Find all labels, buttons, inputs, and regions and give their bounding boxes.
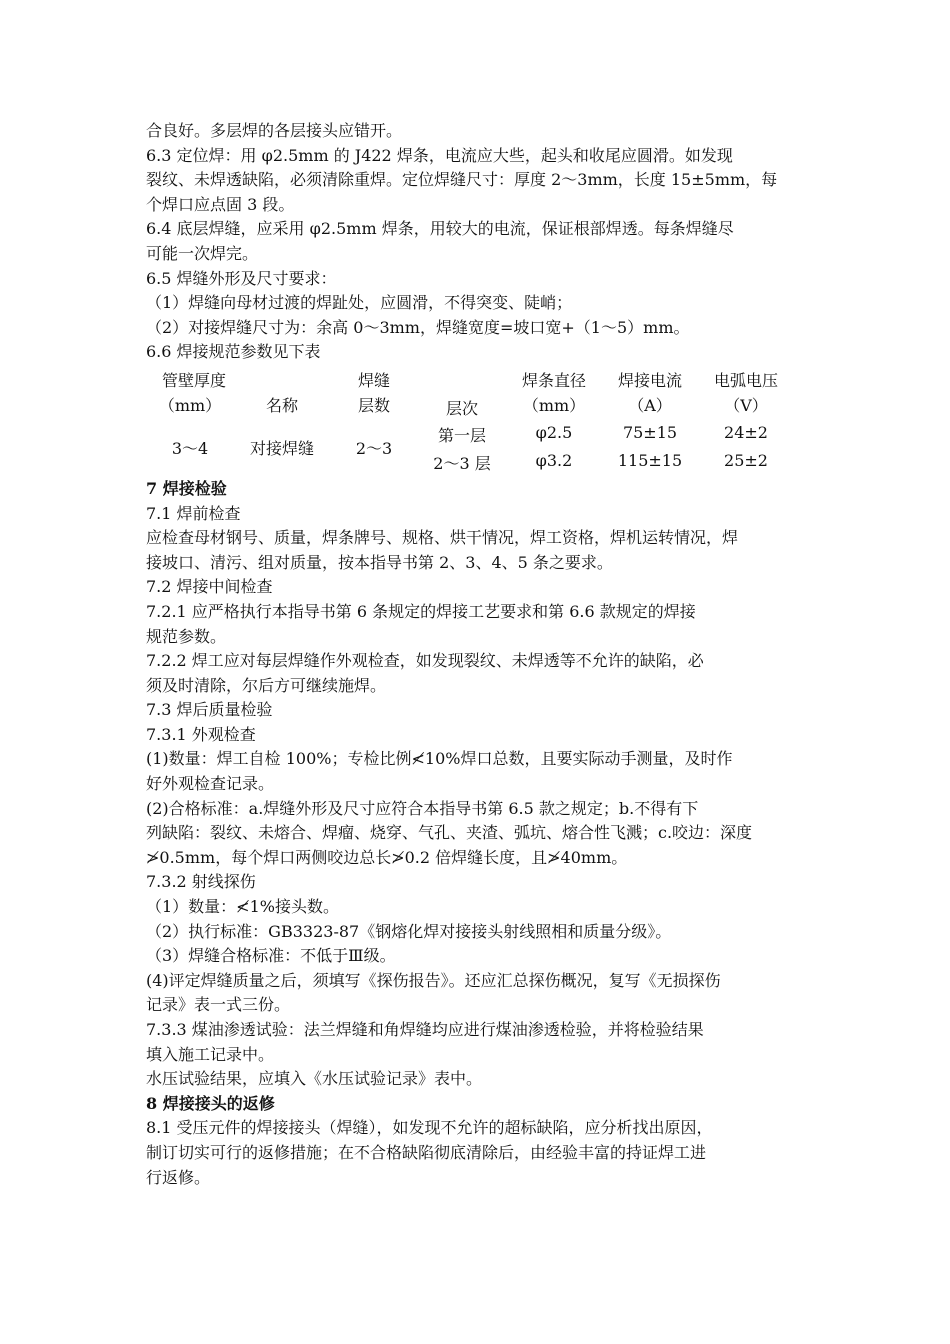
text-line: 规范参数。: [146, 626, 227, 646]
text-line: 7.1 焊前检查: [146, 503, 241, 523]
cell-voltage-2: 25±2: [724, 450, 768, 470]
section-heading-7: 7 焊接检验: [146, 478, 227, 498]
col-header-thickness: 管壁厚度: [161, 370, 226, 390]
text-line: 裂纹、未焊透缺陷，必须清除重焊。定位焊缝尺寸：厚度 2～3mm，长度 15±5mm，每: [146, 170, 778, 190]
text-line: 接坡口、清污、组对质量，按本指导书第 2、3、4、5 条之要求。: [146, 552, 613, 572]
cell-current-2: 115±15: [617, 450, 683, 470]
text-line: 8.1 受压元件的焊接接头（焊缝），如发现不允许的超标缺陷，应分析找出原因，: [146, 1118, 713, 1138]
cell-layer-1: 第一层: [437, 425, 486, 445]
col-header-electrode-dia: 焊条直径: [521, 370, 586, 390]
text-line: 7.3.1 外观检查: [146, 724, 256, 744]
text-line: 7.3.3 煤油渗透试验：法兰焊缝和角焊缝均应进行煤油渗透检验，并将检验结果: [146, 1020, 704, 1039]
cell-layer-2: 2～3 层: [433, 453, 491, 473]
col-header-name: 名称: [265, 395, 298, 415]
section-heading-8: 8 焊接接头的返修: [146, 1093, 275, 1113]
cell-dia-2: φ3.2: [535, 450, 573, 470]
text-line: 7.3.2 射线探伤: [146, 872, 256, 892]
text-line: 7.2.1 应严格执行本指导书第 6 条规定的焊接工艺要求和第 6.6 款规定的焊接: [146, 601, 696, 621]
document-page: [146, 119, 816, 1190]
col-header-voltage: 电弧电压: [713, 370, 778, 390]
text-line: 列缺陷：裂纹、未熔合、焊瘤、烧穿、气孔、夹渣、弧坑、熔合性飞溅；c.咬边：深度: [146, 823, 753, 843]
cell-weld-name: 对接焊缝: [249, 438, 314, 458]
cell-thickness: 3～4: [171, 438, 209, 458]
col-header-layer: 层次: [445, 398, 478, 418]
text-line: （2）对接焊缝尺寸为：余高 0～3mm，焊缝宽度=坡口宽+（1～5）mm。: [146, 317, 690, 337]
text-line: （3）焊缝合格标准：不低于Ⅲ级。: [146, 946, 396, 966]
cell-layers: 2～3: [355, 438, 393, 458]
col-header-layers: 层数: [357, 395, 390, 415]
text-line: 行返修。: [146, 1167, 211, 1187]
text-line: 记录》表一式三份。: [146, 995, 291, 1015]
text-line: （2）执行标准：GB3323-87《钢熔化焊对接接头射线照相和质量分级》。: [146, 921, 672, 941]
text-line: 水压试验结果，应填入《水压试验记录》表中。: [146, 1069, 483, 1089]
text-line: （1）焊缝向母材过渡的焊趾处，应圆滑，不得突变、陡峭；: [146, 293, 573, 313]
text-line: 6.3 定位焊：用 φ2.5mm 的 J422 焊条，电流应大些，起头和收尾应圆滑。如发现: [146, 145, 733, 165]
text-line: 应检查母材钢号、质量，焊条牌号、规格、烘干情况，焊工资格，焊机运转情况，焊: [146, 528, 739, 548]
text-line: （1）数量：≮1%接头数。: [146, 897, 339, 917]
text-line: (4)评定焊缝质量之后，须填写《探伤报告》。还应汇总探伤概况，复写《无损探伤: [146, 970, 721, 990]
welding-parameters-table: [146, 365, 816, 477]
text-line: 须及时清除，尔后方可继续施焊。: [146, 675, 387, 695]
text-line: 7.2.2 焊工应对每层焊缝作外观检查，如发现裂纹、未焊透等不允许的缺陷，必: [146, 651, 704, 671]
unit-thickness: （mm）: [158, 395, 222, 415]
col-header-weld: 焊缝: [357, 370, 390, 390]
text-line: (1)数量：焊工自检 100%；专检比例≮10%焊口总数，且要实际动手测量，及时作: [146, 749, 733, 769]
col-header-current: 焊接电流: [617, 370, 682, 390]
text-line: 填入施工记录中。: [146, 1044, 275, 1064]
text-line: 个焊口应点固 3 段。: [146, 194, 295, 214]
unit-current: （A）: [628, 395, 672, 415]
cell-voltage-1: 24±2: [724, 422, 768, 442]
text-line: 可能一次焊完。: [146, 243, 259, 263]
unit-electrode-dia: （mm）: [522, 395, 586, 415]
text-line: 7.2 焊接中间检查: [146, 577, 273, 597]
text-line: 6.5 焊缝外形及尺寸要求：: [146, 268, 337, 288]
text-line: 好外观检查记录。: [146, 774, 275, 794]
text-line: 6.6 焊接规范参数见下表: [146, 342, 321, 362]
text-line: ≯0.5mm，每个焊口两侧咬边总长≯0.2 倍焊缝长度，且≯40mm。: [146, 847, 628, 867]
text-line: (2)合格标准：a.焊缝外形及尺寸应符合本指导书第 6.5 款之规定；b.不得有下: [146, 798, 699, 818]
unit-voltage: （V）: [724, 395, 768, 415]
cell-dia-1: φ2.5: [535, 422, 573, 442]
text-line: 制订切实可行的返修措施；在不合格缺陷彻底清除后，由经验丰富的持证焊工进: [146, 1142, 707, 1162]
text-line: 7.3 焊后质量检验: [146, 700, 273, 720]
cell-current-1: 75±15: [622, 422, 678, 442]
text-line: 合良好。多层焊的各层接头应错开。: [146, 121, 403, 140]
text-line: 6.4 底层焊缝，应采用 φ2.5mm 焊条，用较大的电流，保证根部焊透。每条焊缝尽: [146, 219, 734, 239]
